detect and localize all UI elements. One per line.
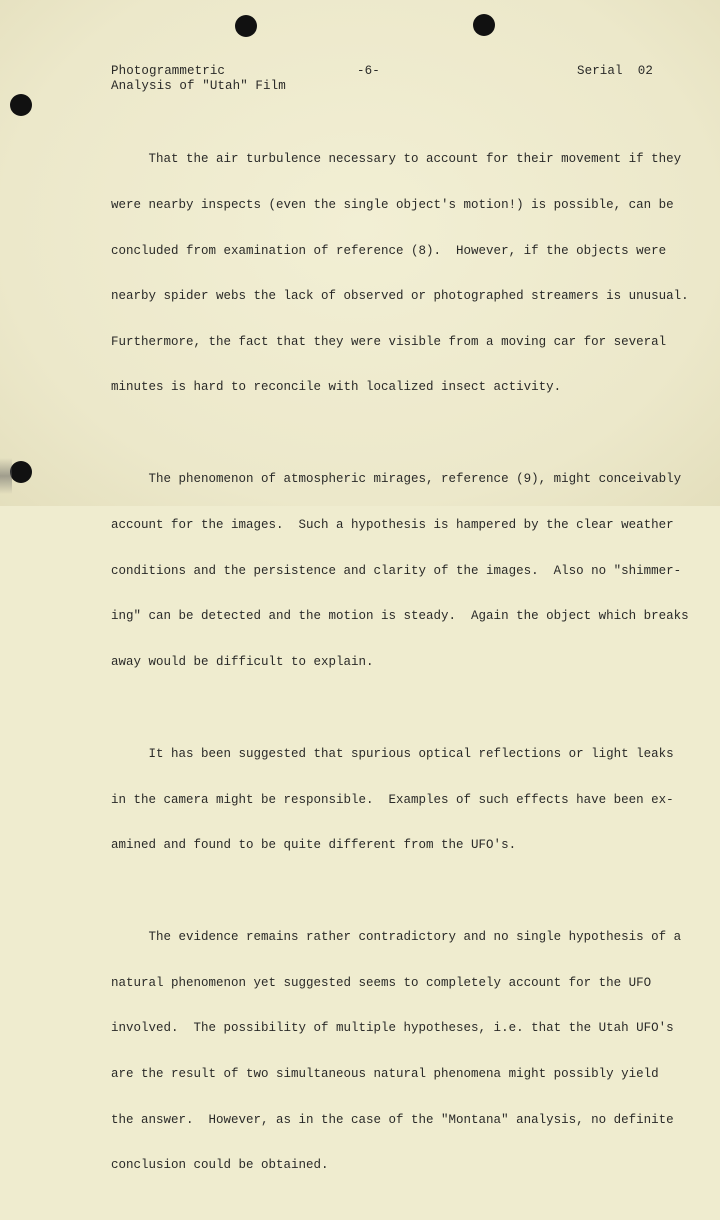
- title-line-1: Photogrammetric: [111, 64, 226, 78]
- paragraph-conclusion: [111, 900, 682, 1204]
- text-line: The phenomenon of atmospheric mirages, reference (9), might conceivably: [111, 472, 682, 487]
- text-line: away would be difficult to explain.: [111, 654, 374, 669]
- text-line: It has been suggested that spurious optical reflections or light leaks: [111, 746, 674, 761]
- paragraph-mirages: [111, 442, 689, 700]
- punch-hole-top-left: [235, 15, 257, 37]
- text-line: natural phenomenon yet suggested seems to completely account for the UFO: [111, 975, 652, 990]
- punch-hole-left-lower: [10, 461, 32, 483]
- document-title: [111, 64, 286, 94]
- text-line: concluded from examination of reference (8). However, if the objects were: [111, 243, 667, 258]
- serial-number: Serial 02: [577, 64, 654, 78]
- text-line: the answer. However, as in the case of the "Montana" analysis, no definite: [111, 1112, 674, 1127]
- title-line-2: Analysis of "Utah" Film: [111, 79, 286, 93]
- text-line: amined and found to be quite different from the UFO's.: [111, 838, 517, 853]
- text-line: account for the images. Such a hypothesis is hampered by the clear weather: [111, 518, 674, 533]
- page-number: -6-: [357, 64, 380, 78]
- text-line: conditions and the persistence and clarity of the images. Also no "shimmer-: [111, 563, 682, 578]
- text-line: minutes is hard to reconcile with localized insect activity.: [111, 380, 562, 395]
- text-line: are the result of two simultaneous natural phenomena might possibly yield: [111, 1066, 659, 1081]
- page-smudge: [0, 458, 12, 494]
- text-line: Furthermore, the fact that they were visible from a moving car for several: [111, 334, 667, 349]
- text-line: were nearby inspects (even the single object's motion!) is possible, can be: [111, 198, 674, 213]
- text-line: ing" can be detected and the motion is steady. Again the object which breaks: [111, 609, 689, 624]
- text-line: conclusion could be obtained.: [111, 1158, 329, 1173]
- paragraph-reflections: [111, 717, 674, 884]
- text-line: involved. The possibility of multiple hypotheses, i.e. that the Utah UFO's: [111, 1021, 674, 1036]
- text-line: nearby spider webs the lack of observed or photographed streamers is unusual.: [111, 289, 689, 304]
- punch-hole-left-upper: [10, 94, 32, 116]
- punch-hole-top-right: [473, 14, 495, 36]
- paragraph-insects: [111, 122, 689, 426]
- text-line: in the camera might be responsible. Examples of such effects have been ex-: [111, 792, 674, 807]
- text-line: That the air turbulence necessary to account for their movement if they: [111, 152, 682, 167]
- text-line: The evidence remains rather contradictory and no single hypothesis of a: [111, 930, 682, 945]
- document-body: [111, 122, 689, 1220]
